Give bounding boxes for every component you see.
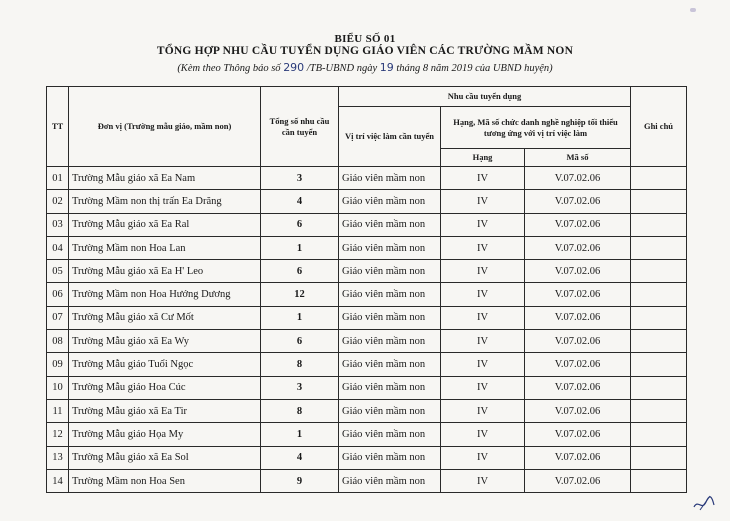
row-note [631,353,687,376]
row-total: 3 [261,376,339,399]
row-code: V.07.02.06 [525,330,631,353]
row-tt: 08 [47,330,69,353]
table-row [47,236,687,259]
row-total: 1 [261,306,339,329]
row-unit: Trường Mầm non Hoa Sen [69,469,261,492]
table-row [47,260,687,283]
row-position: Giáo viên mầm non [339,399,441,422]
row-note [631,469,687,492]
row-tt: 01 [47,167,69,190]
row-code: V.07.02.06 [525,353,631,376]
row-unit: Trường Mẫu giáo xã Ea H' Leo [69,260,261,283]
row-position: Giáo viên mầm non [339,446,441,469]
row-tt: 11 [47,399,69,422]
row-unit: Trường Mầm non Hoa Lan [69,236,261,259]
table-row [47,306,687,329]
row-total: 1 [261,236,339,259]
row-total: 1 [261,423,339,446]
row-tt: 07 [47,306,69,329]
row-position: Giáo viên mầm non [339,167,441,190]
row-note [631,283,687,306]
table-row [47,213,687,236]
table-row [47,283,687,306]
row-unit: Trường Mẫu giáo xã Cư Mốt [69,306,261,329]
header-code: Mã số [525,149,631,167]
row-note [631,167,687,190]
row-note [631,446,687,469]
handwritten-day: 19 [379,61,394,74]
row-position: Giáo viên mầm non [339,330,441,353]
row-tt: 13 [47,446,69,469]
row-rank: IV [441,260,525,283]
table-row [47,376,687,399]
ink-mark [690,8,696,12]
row-rank: IV [441,283,525,306]
row-code: V.07.02.06 [525,213,631,236]
row-unit: Trường Mẫu giáo xã Ea Wy [69,330,261,353]
row-tt: 05 [47,260,69,283]
header-tt: TT [47,87,69,167]
form-number: BIỂU SỐ 01 [334,33,396,45]
subtitle-text-1: (Kèm theo Thông báo số [177,63,281,74]
row-tt: 06 [47,283,69,306]
row-total: 8 [261,353,339,376]
table-row [47,167,687,190]
row-unit: Trường Mẫu giáo xã Ea Tir [69,399,261,422]
row-tt: 03 [47,213,69,236]
row-position: Giáo viên mầm non [339,283,441,306]
table-row [47,446,687,469]
header-need: Nhu cầu tuyển dụng [339,87,631,107]
row-position: Giáo viên mầm non [339,236,441,259]
row-code: V.07.02.06 [525,399,631,422]
table-row [47,353,687,376]
row-total: 3 [261,167,339,190]
row-rank: IV [441,446,525,469]
row-total: 8 [261,399,339,422]
row-code: V.07.02.06 [525,167,631,190]
handwritten-number: 290 [283,61,305,74]
subtitle-text-2: /TB-UBND ngày [306,63,378,74]
row-code: V.07.02.06 [525,283,631,306]
row-note [631,376,687,399]
row-note [631,213,687,236]
row-tt: 12 [47,423,69,446]
table-row [47,190,687,213]
table-row [47,423,687,446]
header-position: Vị trí việc làm cần tuyển [339,107,441,167]
row-unit: Trường Mầm non thị trấn Ea Drăng [69,190,261,213]
header-unit: Đơn vị (Trường mẫu giáo, mầm non) [69,87,261,167]
row-rank: IV [441,167,525,190]
row-rank: IV [441,399,525,422]
row-tt: 02 [47,190,69,213]
row-total: 12 [261,283,339,306]
row-unit: Trường Mẫu giáo Tuổi Ngọc [69,353,261,376]
row-tt: 09 [47,353,69,376]
row-total: 4 [261,446,339,469]
row-code: V.07.02.06 [525,469,631,492]
row-note [631,260,687,283]
row-note [631,306,687,329]
row-total: 6 [261,213,339,236]
header-note: Ghi chú [631,87,687,167]
document-subtitle [0,61,730,74]
row-unit: Trường Mẫu giáo Họa My [69,423,261,446]
subtitle-text-3: tháng 8 năm 2019 của UBND huyện) [396,63,553,74]
row-position: Giáo viên mầm non [339,306,441,329]
row-tt: 04 [47,236,69,259]
table-row [47,399,687,422]
table-body [47,167,687,493]
row-code: V.07.02.06 [525,190,631,213]
row-code: V.07.02.06 [525,236,631,259]
row-total: 4 [261,190,339,213]
row-note [631,399,687,422]
row-rank: IV [441,330,525,353]
row-note [631,190,687,213]
row-total: 6 [261,330,339,353]
row-code: V.07.02.06 [525,446,631,469]
row-position: Giáo viên mầm non [339,190,441,213]
row-position: Giáo viên mầm non [339,469,441,492]
row-rank: IV [441,423,525,446]
document-title: TỔNG HỢP NHU CẦU TUYỂN DỤNG GIÁO VIÊN CÁC TRƯỜNG MẦM NON [156,45,574,57]
row-rank: IV [441,469,525,492]
row-rank: IV [441,213,525,236]
row-unit: Trường Mẫu giáo xã Ea Sol [69,446,261,469]
header-rank-code: Hạng, Mã số chức danh nghề nghiệp tối thiểu tương ứng với vị trí việc làm [441,107,631,149]
row-note [631,330,687,353]
row-rank: IV [441,190,525,213]
row-total: 9 [261,469,339,492]
row-position: Giáo viên mầm non [339,260,441,283]
table-row [47,469,687,492]
table-row [47,330,687,353]
row-code: V.07.02.06 [525,260,631,283]
recruitment-table [46,86,687,493]
row-unit: Trường Mẫu giáo xã Ea Nam [69,167,261,190]
row-position: Giáo viên mầm non [339,376,441,399]
row-note [631,236,687,259]
row-note [631,423,687,446]
row-unit: Trường Mầm non Hoa Hướng Dương [69,283,261,306]
row-rank: IV [441,353,525,376]
row-rank: IV [441,306,525,329]
row-unit: Trường Mẫu giáo Hoa Cúc [69,376,261,399]
row-code: V.07.02.06 [525,306,631,329]
row-tt: 10 [47,376,69,399]
header-rank: Hạng [441,149,525,167]
row-unit: Trường Mẫu giáo xã Ea Ral [69,213,261,236]
row-tt: 14 [47,469,69,492]
row-rank: IV [441,376,525,399]
row-position: Giáo viên mầm non [339,353,441,376]
row-position: Giáo viên mầm non [339,423,441,446]
row-code: V.07.02.06 [525,423,631,446]
row-total: 6 [261,260,339,283]
row-position: Giáo viên mầm non [339,213,441,236]
header-total: Tổng số nhu cầu cần tuyển [261,87,339,167]
signature-mark [692,493,716,513]
row-rank: IV [441,236,525,259]
row-code: V.07.02.06 [525,376,631,399]
